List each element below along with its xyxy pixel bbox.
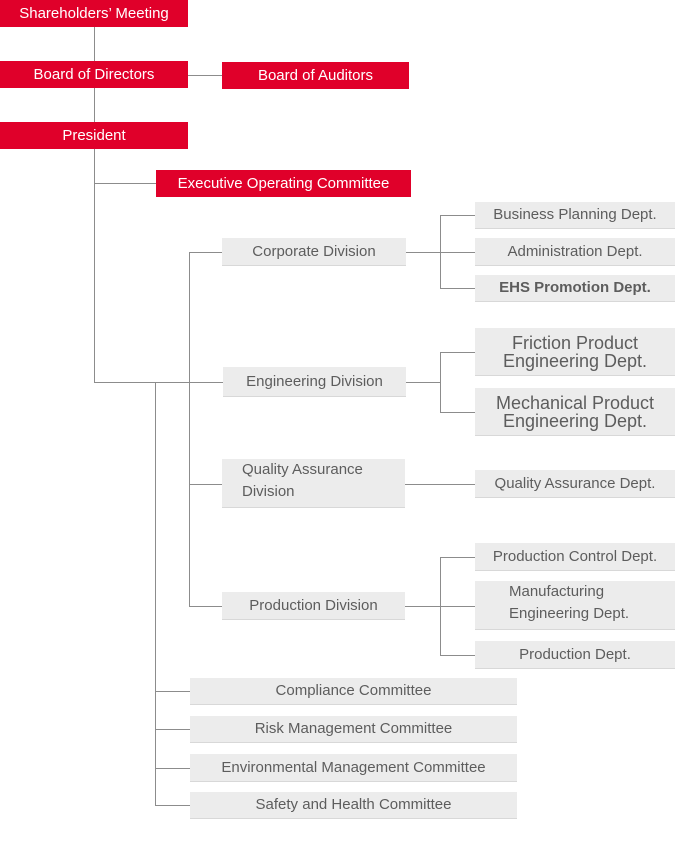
quality-assurance-dept-label: Quality Assurance Dept. — [494, 474, 656, 492]
connector-line — [440, 352, 441, 412]
connector-line — [406, 382, 441, 383]
shareholders-meeting-label: Shareholders’ Meeting — [19, 4, 169, 22]
quality-assurance-dept-box — [475, 470, 675, 498]
connector-line — [405, 484, 475, 485]
risk-management-committee-label: Risk Management Committee — [254, 720, 453, 738]
ehs-promotion-dept-box — [475, 275, 675, 302]
engineering-division-box — [223, 367, 406, 397]
friction-product-engineering-dept-line2: Engineering Dept. — [502, 350, 648, 371]
executive-operating-committee-label: Executive Operating Committee — [177, 174, 390, 192]
mechanical-product-engineering-dept-line1: Mechanical Product — [495, 392, 655, 413]
connector-line — [189, 484, 222, 485]
engineering-division-label: Engineering Division — [246, 372, 383, 390]
connector-line — [405, 606, 441, 607]
quality-assurance-division-line2: Division — [242, 482, 295, 500]
production-dept-box — [475, 641, 675, 669]
business-planning-dept-label: Business Planning Dept. — [493, 206, 657, 224]
environmental-management-committee-label: Environmental Management Committee — [221, 758, 486, 776]
connector-line — [440, 288, 475, 289]
executive-operating-committee-box — [156, 170, 411, 197]
administration-dept-box — [475, 238, 675, 266]
board-of-directors-label: Board of Directors — [33, 65, 155, 83]
connector-line — [188, 75, 222, 76]
connector-line — [440, 606, 475, 607]
connector-line — [155, 691, 190, 692]
shareholders-meeting-box — [0, 0, 188, 27]
environmental-management-committee-box — [190, 754, 517, 782]
compliance-committee-box — [190, 678, 517, 705]
friction-product-engineering-dept-line1: Friction Product — [511, 332, 639, 353]
corporate-division-label: Corporate Division — [252, 242, 376, 260]
mechanical-product-engineering-dept-line2: Engineering Dept. — [502, 410, 648, 431]
connector-line — [440, 557, 475, 558]
connector-line — [155, 805, 190, 806]
connector-line — [155, 382, 156, 805]
connector-line — [440, 655, 475, 656]
president-box — [0, 122, 188, 149]
connector-line — [189, 252, 190, 606]
board-of-directors-box — [0, 61, 188, 88]
connector-line — [440, 352, 475, 353]
connector-line — [94, 382, 223, 383]
production-dept-label: Production Dept. — [519, 645, 631, 663]
connector-line — [440, 412, 475, 413]
production-division-box — [222, 592, 405, 620]
safety-and-health-committee-label: Safety and Health Committee — [255, 796, 452, 814]
risk-management-committee-box — [190, 716, 517, 743]
quality-assurance-division-box — [222, 459, 405, 508]
quality-assurance-division-line1: Quality Assurance — [242, 461, 363, 478]
compliance-committee-label: Compliance Committee — [275, 682, 432, 700]
connector-line — [405, 252, 441, 253]
friction-product-engineering-dept-box — [475, 328, 675, 376]
corporate-division-box — [222, 238, 406, 266]
board-of-auditors-label: Board of Auditors — [257, 66, 374, 84]
business-planning-dept-box — [475, 202, 675, 229]
manufacturing-engineering-dept-line1: Manufacturing — [509, 583, 605, 600]
connector-line — [155, 768, 190, 769]
connector-line — [440, 252, 475, 253]
manufacturing-engineering-dept-box — [475, 581, 675, 630]
administration-dept-label: Administration Dept. — [507, 242, 643, 260]
connector-line — [440, 215, 475, 216]
production-division-label: Production Division — [249, 596, 378, 614]
manufacturing-engineering-dept-line2: Engineering Dept. — [509, 604, 630, 622]
connector-line — [189, 606, 222, 607]
production-control-dept-box — [475, 543, 675, 571]
president-label: President — [62, 126, 126, 144]
connector-line — [189, 252, 222, 253]
safety-and-health-committee-box — [190, 792, 517, 819]
ehs-promotion-dept-label: EHS Promotion Dept. — [499, 279, 651, 297]
mechanical-product-engineering-dept-box — [475, 388, 675, 436]
production-control-dept-label: Production Control Dept. — [492, 547, 658, 565]
board-of-auditors-box — [222, 62, 409, 89]
connector-line — [94, 183, 156, 184]
connector-line — [155, 729, 190, 730]
